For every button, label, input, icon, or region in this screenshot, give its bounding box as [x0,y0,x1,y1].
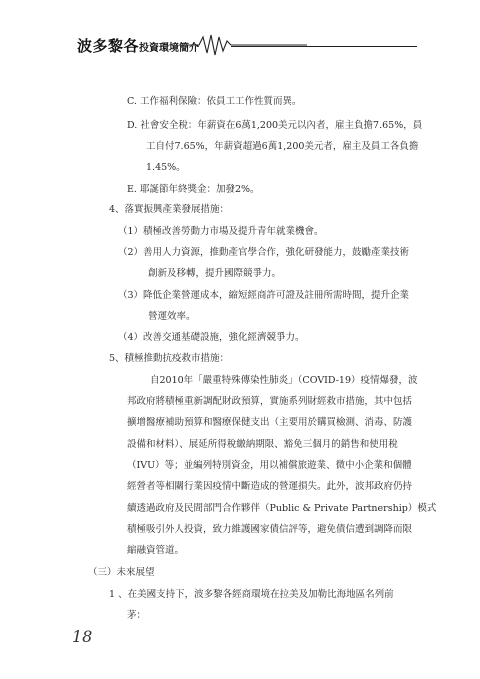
text-line: 縮融資管道。 [127,545,185,556]
text-line: 創新及移轉，提升國際競爭力。 [148,268,282,279]
text-line: （4）改善交通基礎設施，強化經濟競爭力。 [118,332,305,343]
text-line: 邦政府將積極重新調配財政預算，實施系列財經救市措施，其中包括 [127,396,413,407]
text-line: （3）降低企業營運成本，縮短經商許可證及註冊所需時間，提升企業 [118,290,410,301]
header-title [77,35,199,56]
text-line: D. 社會安全稅：年薪資在6萬1,200美元以內者，雇主負擔7.65%，員 [127,120,423,131]
text-line: 設備和材料）、展延所得稅繳納期限、豁免三個月的銷售和使用稅 [127,439,398,450]
text-line: （1）積極改善勞動力市場及提升青年就業機會。 [118,226,324,237]
header-wave-line-icon [187,32,417,58]
page-number: 18 [72,627,93,646]
text-line: 1 、在美國支持下，波多黎各經商環境在拉美及加勒比海地區名列前 [109,589,394,600]
header-title-main: 波多黎各 [77,37,140,55]
page-header [77,32,417,58]
text-line: 工自付7.65%，年薪資超過6萬1,200美元者，雇主及員工各負擔 [146,141,419,152]
text-line: 自2010年「嚴重特殊傳染性肺炎」（COVID-19）疫情爆發，波 [150,375,418,386]
text-line: E. 耶誕節年終獎金：加發2%。 [127,184,260,195]
header-title-sub: 投資環境簡介 [139,43,200,54]
text-line: （2）善用人力資源，推動產官學合作，強化研發能力，鼓勵產業技術 [118,247,410,258]
text-line: （IVU）等；並編列特別資金，用以補償旅遊業、微中小企業和個體 [127,460,412,471]
text-line: 擴增醫療補助預算和醫療保健支出（主要用於購買檢測、消毒、防護 [127,417,413,428]
text-line: C. 工作福利保險：依員工工作性質而異。 [127,96,302,107]
text-line: 4、落實振興產業發展措施： [109,204,230,215]
text-line: 5、積極推動抗疫救市措施： [109,353,230,364]
text-line: 1.45%。 [146,162,186,173]
section-heading: （三）未來展望 [88,567,155,578]
text-line: 茅： [127,610,147,621]
text-line: 經營者等相關行業因疫情中斷造成的營運損失。此外，波邦政府仍持 [127,481,413,492]
text-line: 積極吸引外人投資，致力維護國家債信評等，避免債信遭到調降而限 [127,524,413,535]
text-line: 續透過政府及民間部門合作夥伴（Public & Private Partnership）模式 [127,503,437,514]
text-line: 營運效率。 [148,311,196,322]
